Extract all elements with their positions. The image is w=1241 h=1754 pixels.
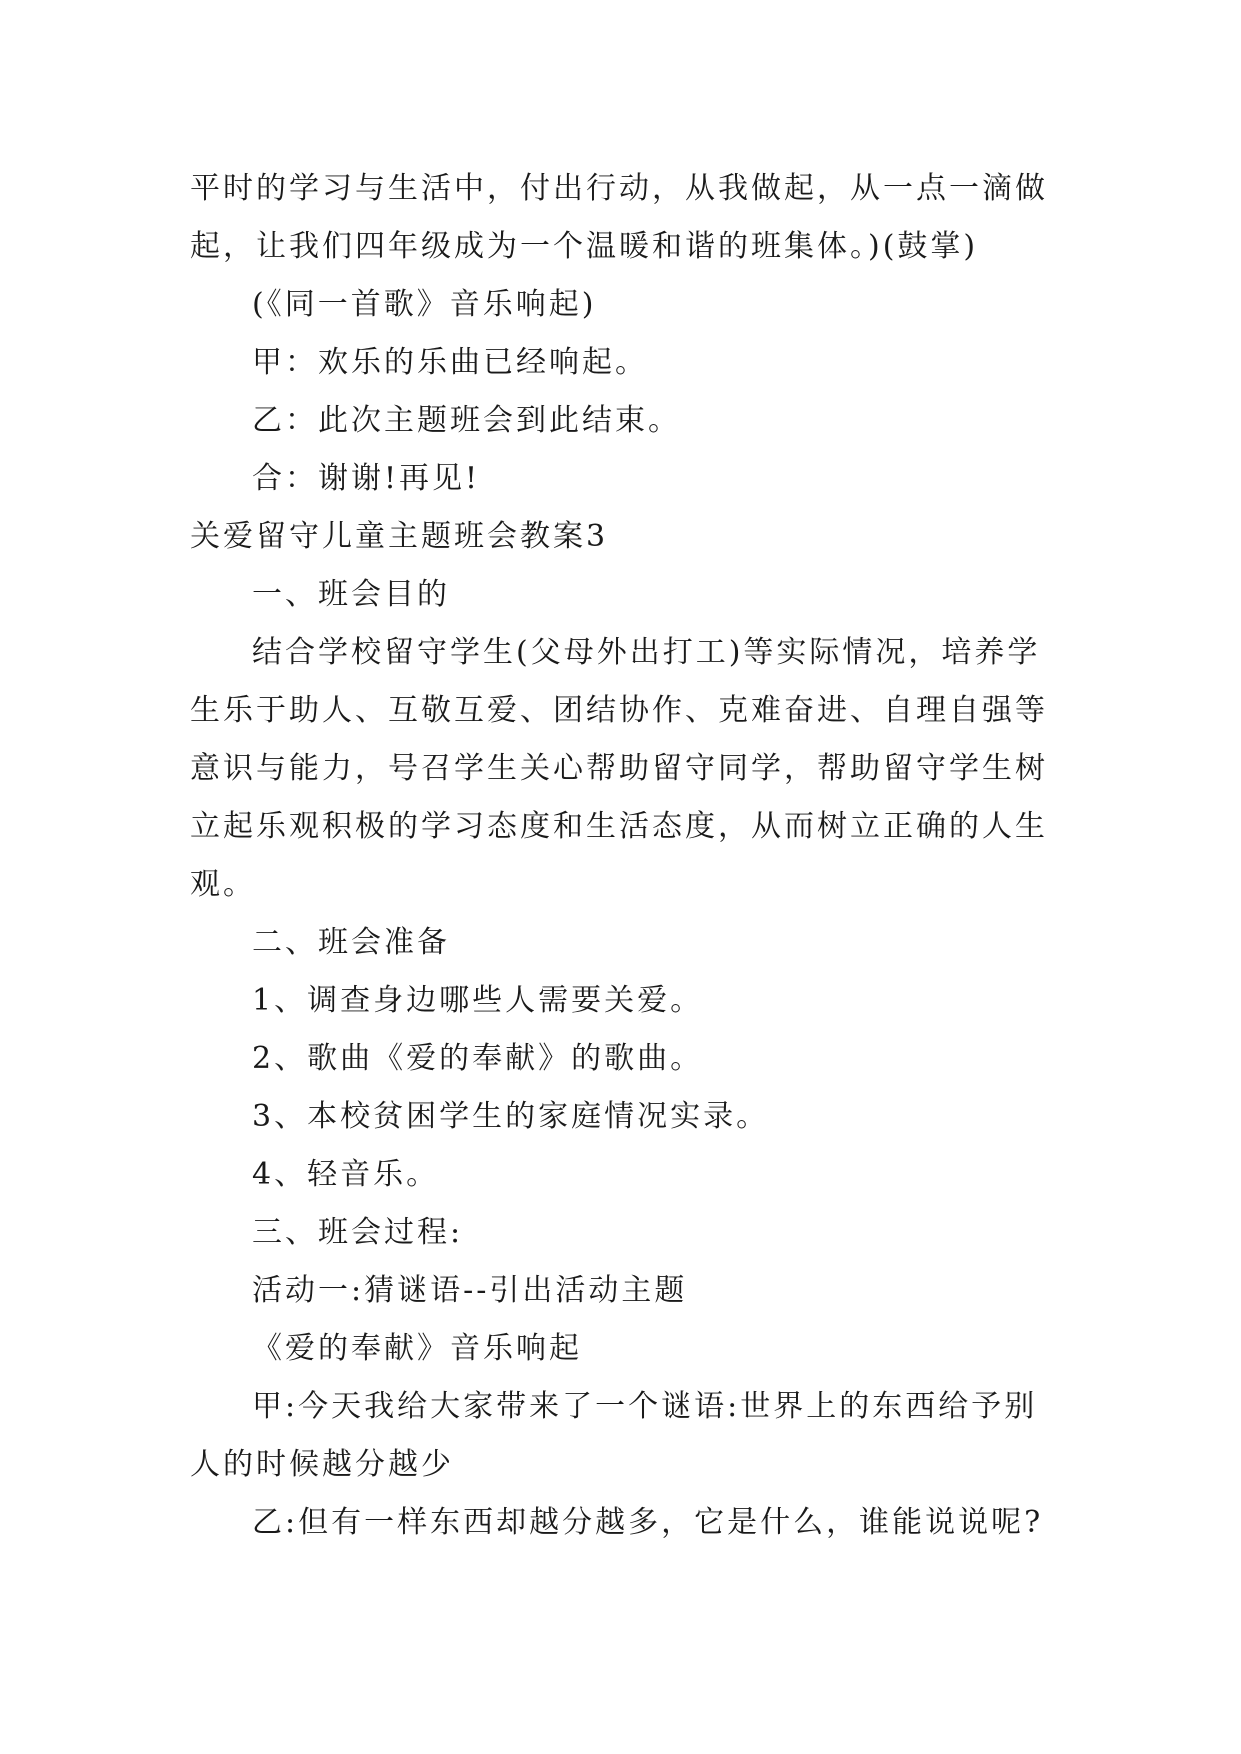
document-body: [190, 160, 1070, 1552]
dialogue-line: 人的时候越分越少: [190, 1447, 454, 1482]
section-heading: 三、班会过程:: [252, 1215, 464, 1250]
section-title: 关爱留守儿童主题班会教案3: [190, 519, 609, 554]
stage-direction: 《爱的奉献》音乐响起: [252, 1331, 582, 1366]
dialogue-line: 乙:但有一样东西却越分越多，它是什么，谁能说说呢?: [252, 1505, 1044, 1540]
paragraph-line: 立起乐观积极的学习态度和生活态度，从而树立正确的人生: [190, 809, 1048, 844]
dialogue-line: 甲：欢乐的乐曲已经响起。: [252, 345, 648, 380]
list-item: 1、调查身边哪些人需要关爱。: [252, 983, 704, 1018]
paragraph-line: 起，让我们四年级成为一个温暖和谐的班集体。)(鼓掌): [190, 229, 979, 264]
paragraph-line: 平时的学习与生活中，付出行动，从我做起，从一点一滴做: [190, 171, 1048, 206]
paragraph-line: 生乐于助人、互敬互爱、团结协作、克难奋进、自理自强等: [190, 693, 1048, 728]
list-item: 4、轻音乐。: [252, 1157, 440, 1192]
dialogue-line: 甲:今天我给大家带来了一个谜语:世界上的东西给予别: [252, 1389, 1038, 1424]
list-item: 2、歌曲《爱的奉献》的歌曲。: [252, 1041, 704, 1076]
paragraph-line: 结合学校留守学生(父母外出打工)等实际情况，培养学: [252, 635, 1041, 670]
dialogue-line: 乙：此次主题班会到此结束。: [252, 403, 681, 438]
stage-direction: (《同一首歌》音乐响起): [252, 287, 597, 322]
dialogue-line: 合：谢谢!再见!: [252, 461, 481, 496]
section-heading: 二、班会准备: [252, 925, 450, 960]
list-item: 3、本校贫困学生的家庭情况实录。: [252, 1099, 770, 1134]
paragraph-line: 意识与能力，号召学生关心帮助留守同学，帮助留守学生树: [190, 751, 1048, 786]
section-heading: 一、班会目的: [252, 577, 450, 612]
activity-heading: 活动一:猜谜语--引出活动主题: [252, 1273, 688, 1308]
paragraph-line: 观。: [190, 867, 256, 902]
